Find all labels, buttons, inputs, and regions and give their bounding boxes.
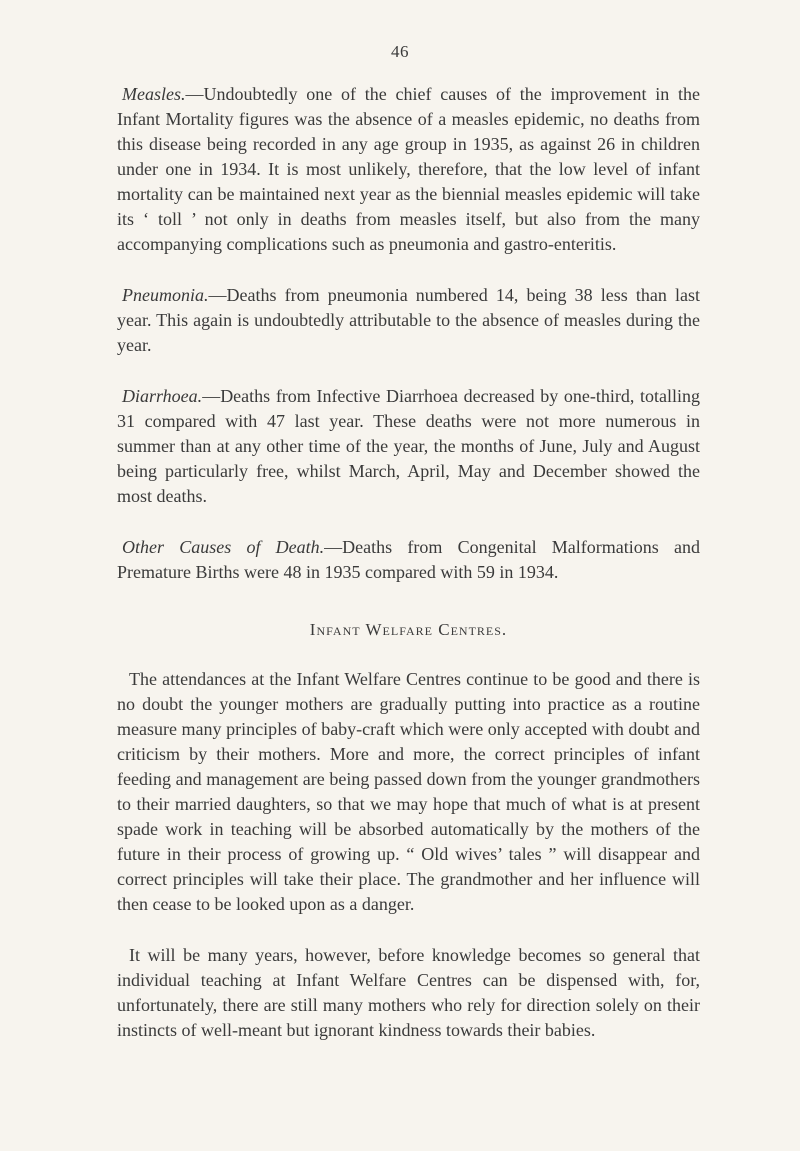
paragraph-lead-diarrhoea: Diarrhoea. <box>122 386 203 406</box>
paragraph-text-other-causes: —Deaths from Congenital Malformations and Premature Births were 48 in 1935 compared with 59 in 1934. <box>117 537 700 582</box>
paragraph-welfare-attendance: The attendances at the Infant Welfare Centres continue to be good and there is no doubt the younger mothers are gradually putting into practice as a routine measure many principles of baby-craft which were only accepted with doubt and criticism by their mothers. More and more, the correct principles of infant feeding and management are being passed down from the younger grandmothers to their married daughters, so that we may hope that much of what is at present spade work in teaching will be absorbed automatically by the mothers of the future in their process of growing up. “ Old wives’ tales ” will disappear and correct principles will take their place. The grandmother and her influence will then cease to be looked upon as a danger. <box>117 669 700 914</box>
paragraph-text-pneumonia: —Deaths from pneumonia numbered 14, being 38 less than last year. This again is undoubtedly attributable to the absence of measles during the year. <box>117 285 700 355</box>
section-heading: Infant Welfare Centres. <box>309 620 508 639</box>
page-content <box>117 82 700 1043</box>
page-number: 46 <box>391 42 409 61</box>
paragraph-diarrhoea <box>117 384 700 509</box>
paragraph-lead-other-causes: Other Causes of Death. <box>122 537 325 557</box>
paragraph-pneumonia <box>117 283 700 358</box>
paragraph-lead-pneumonia: Pneumonia. <box>122 285 209 305</box>
paragraph-text-diarrhoea: —Deaths from Infective Diarrhoea decreased by one-third, totalling 31 compared with 47 last year. These deaths were not more numerous in summer than at any other time of the year, the months of June, July and August being particularly free, whilst March, April, May and December showed the most deaths. <box>117 386 700 506</box>
paragraph-measles <box>117 82 700 257</box>
paragraph-text-measles: —Undoubtedly one of the chief causes of the improvement in the Infant Mortality figures was the absence of a measles epidemic, no deaths from this disease being recorded in any age group in 1935, as against 26 in children under one in 1934. It is most unlikely, therefore, that the low level of infant mortality can be maintained next year as the biennial measles epidemic will take its ‘ toll ’ not only in deaths from measles itself, but also from the many accompanying complications such as pneumonia and gastro-enteritis. <box>117 84 700 254</box>
paragraph-lead-measles: Measles. <box>122 84 186 104</box>
paragraph-other-causes <box>117 535 700 585</box>
paragraph-welfare-future: It will be many years, however, before knowledge becomes so general that individual teaching at Infant Welfare Centres can be dispensed with, for, unfortunately, there are still many mothers who rely for direction solely on their instincts of well-meant but ignorant kindness towards their babies. <box>117 945 700 1040</box>
